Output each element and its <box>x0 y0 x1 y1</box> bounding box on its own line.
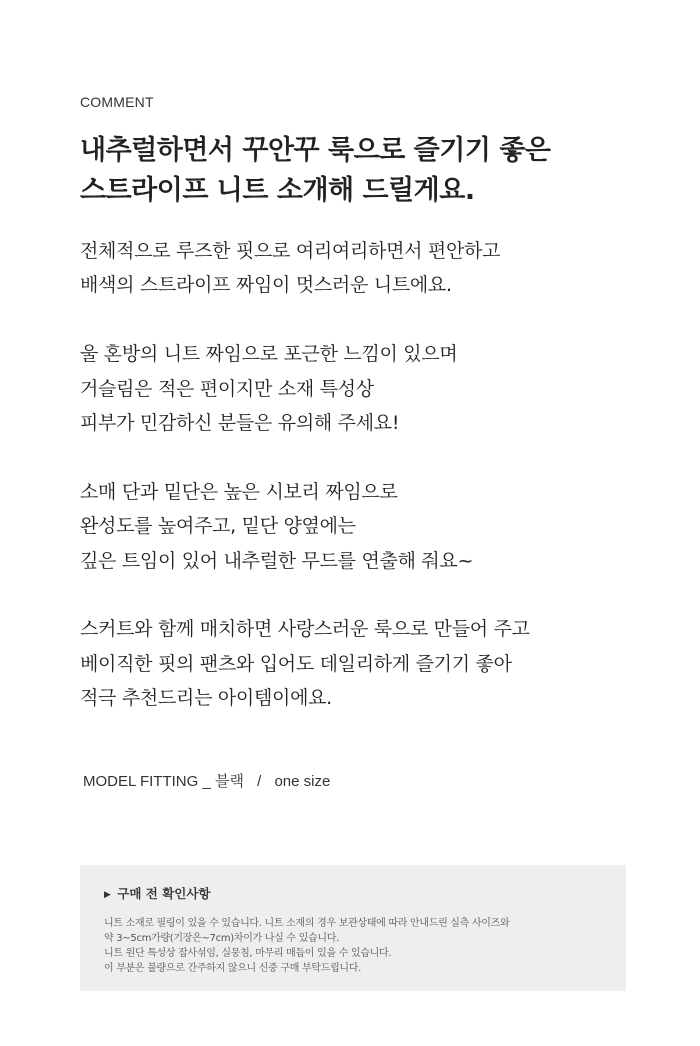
description-line: 소매 단과 밑단은 높은 시보리 짜임으로 <box>80 480 398 503</box>
description-line: 완성도를 높여주고, 밑단 양옆에는 <box>80 515 356 538</box>
model-fitting-label: MODEL FITTING _ <box>83 773 211 790</box>
description-paragraph <box>80 612 640 715</box>
purchase-notice-box <box>80 865 626 991</box>
notice-title-text: 구매 전 확인사항 <box>117 886 211 901</box>
model-fitting-info <box>83 770 330 791</box>
description-line: 깊은 트임이 있어 내추럴한 무드를 연출해 줘요~ <box>80 549 474 572</box>
description-line: 울 혼방의 니트 짜임으로 포근한 느낌이 있으며 <box>80 343 458 366</box>
notice-line: 니트 소재로 필링이 있을 수 있습니다. 니트 소재의 경우 보관상태에 따라 안내드린 실측 사이즈와 <box>104 918 510 929</box>
notice-line: 니트 원단 특성상 잡사섞임, 실뭉침, 마무리 매듭이 있을 수 있습니다. <box>104 948 392 959</box>
description-line: 피부가 민감하신 분들은 유의해 주세요! <box>80 412 400 435</box>
model-fitting-color: 블랙 <box>214 773 244 790</box>
description-paragraph <box>80 337 640 440</box>
description-line: 베이직한 핏의 팬츠와 입어도 데일리하게 즐기기 좋아 <box>80 652 512 675</box>
notice-line: 이 부분은 불량으로 간주하지 않으니 신중 구매 부탁드립니다. <box>104 963 362 974</box>
description-paragraph <box>80 475 640 578</box>
description-line: 거슬림은 적은 편이지만 소재 특성상 <box>80 377 374 400</box>
description-line: 배색의 스트라이프 짜임이 멋스러운 니트에요. <box>80 274 452 297</box>
notice-line: 약 3~5cm가량(기장은~7cm)차이가 나실 수 있습니다. <box>104 933 339 944</box>
model-fitting-separator: / <box>257 773 262 790</box>
headline <box>80 131 660 211</box>
section-label: COMMENT <box>80 94 154 110</box>
notice-body <box>104 916 604 976</box>
headline-line: 내추럴하면서 꾸안꾸 룩으로 즐기기 좋은 <box>80 135 551 166</box>
description-paragraph <box>80 234 640 303</box>
description-line: 적극 추천드리는 아이템이에요. <box>80 687 332 710</box>
description-line: 스커트와 함께 매치하면 사랑스러운 룩으로 만들어 주고 <box>80 618 530 641</box>
notice-title <box>104 884 211 902</box>
model-fitting-size: one size <box>274 773 331 790</box>
description-line: 전체적으로 루즈한 핏으로 여리여리하면서 편안하고 <box>80 240 501 262</box>
headline-line: 스트라이프 니트 소개해 드릴게요. <box>80 175 475 206</box>
description-body <box>80 234 640 750</box>
triangle-right-icon: ▶ <box>104 890 111 900</box>
